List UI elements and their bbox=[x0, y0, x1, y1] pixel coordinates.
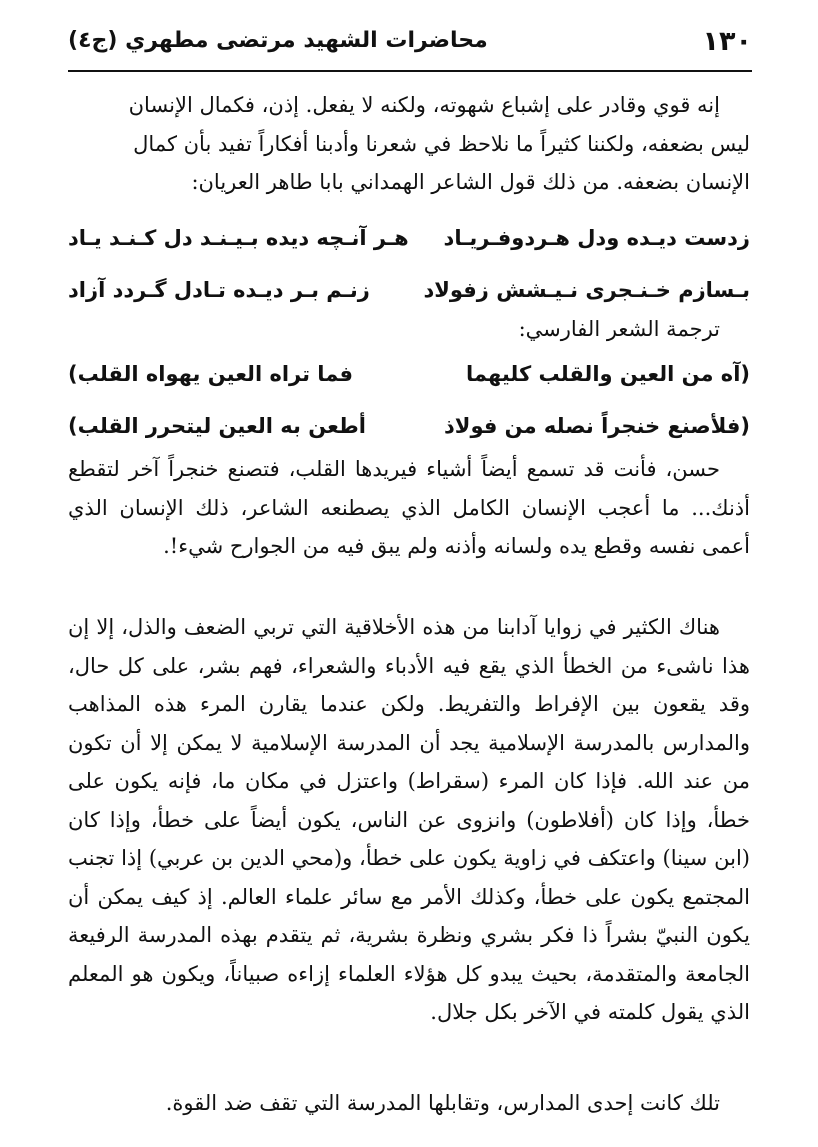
intro-line: ليس بضعفه، ولكننا كثيراً ما نلاحظ في شعرنا وأدبنا أفكاراً تفيد بأن كمال bbox=[133, 131, 750, 156]
paragraph: هناك الكثير في زوايا آدابنا من هذه الأخلاقية التي تربي الضعف والذل، إلا إن هذا ناشىء من الخطأ الذي يقع فيه الأدباء والشعراء، فهم بشر، على كل حال، وقد يقعون بين الإفراط والتفريط. ولكن عندما يقارن المرء هذه المذاهب والمدارس بالمدرسة الإسلامية يجد أن المدرسة الإسلامية لا يمكن إلا أن تكون من عند الله. فإذا كان المرء (سقراط) واعتزل في مكان ما، فإنه يكون على خطأ، وإذا كان (أفلاطون) وانزوى عن الناس، يكون أيضاً على خطأ، وإذا كان (ابن سينا) واعتكف في زاوية يكون على خطأ، و(محي الدين بن عربي) إذا تجنب المجتمع يكون على خطأ، وكذلك الأمر مع سائر علماء العالم. إذ كيف يمكن أن يكون النبيّ بشراً ذا فكر بشري ونظرة بشرية، ثم يتقدم بهذه المدرسة الرفيعة الجامعة والمتقدمة، بحيث يبدو كل هؤلاء العلماء إزاءه صبياناً، ويكون هو المعلم الذي يقول كلمته في الآخر بكل جلال. bbox=[68, 615, 750, 1024]
paragraph-commentary bbox=[68, 450, 750, 566]
page-header bbox=[68, 22, 752, 72]
hemistich-first: (آه من العين والقلب كليهما bbox=[466, 362, 750, 386]
hemistich-second: فما تراه العين يهواه القلب) bbox=[68, 362, 354, 386]
translation-label: ترجمة الشعر الفارسي: bbox=[518, 317, 720, 341]
arabic-verse bbox=[68, 348, 750, 400]
arabic-translation-poem bbox=[68, 348, 750, 452]
arabic-verse bbox=[68, 400, 750, 452]
paragraph: حسن، فأنت قد تسمع أيضاً أشياء فيريدها القلب، فتصنع خنجراً آخر لتقطع أذنك... ما أعجب الإنسان الكامل الذي يصطنعه الشاعر، ذلك الإنسان الذي أعمى نفسه وقطع يده ولسانه وأذنه ولم يبق فيه من الجوارح شيء!. bbox=[68, 457, 750, 558]
intro-line: الإنسان بضعفه. من ذلك قول الشاعر الهمداني بابا طاهر العريان: bbox=[191, 170, 750, 194]
persian-poem bbox=[68, 212, 750, 316]
paragraph: تلك كانت إحدى المدارس، وتقابلها المدرسة التي تقف ضد القوة. bbox=[165, 1091, 720, 1115]
hemistich-second: أطعن به العين ليتحرر القلب) bbox=[68, 414, 366, 438]
intro-line: إنه قوي وقادر على إشباع شهوته، ولكنه لا يفعل. إذن، فكمال الإنسان bbox=[128, 93, 720, 117]
hemistich-second: هـر آنـچه ديده بـيـنـد دل كـنـد يـاد bbox=[68, 226, 409, 250]
page-number: ١٣٠ bbox=[702, 26, 752, 57]
hemistich-first: زدست ديـده ودل هـردوفـريـاد bbox=[443, 226, 750, 250]
running-title: محاضرات الشهيد مرتضى مطهري (ج٤) bbox=[68, 28, 488, 53]
persian-verse bbox=[68, 264, 750, 316]
hemistich-first: (فلأصنع خنجراً نصله من فولاذ bbox=[444, 414, 750, 438]
intro-paragraph bbox=[68, 86, 750, 202]
paragraph-main bbox=[68, 608, 750, 1032]
paragraph-closing bbox=[68, 1084, 750, 1123]
persian-verse bbox=[68, 212, 750, 264]
hemistich-second: زنـم بـر ديـده تـادل گـردد آزاد bbox=[68, 278, 370, 302]
hemistich-first: بـسازم خـنـجرى نـيـشش زفولاد bbox=[423, 278, 750, 302]
